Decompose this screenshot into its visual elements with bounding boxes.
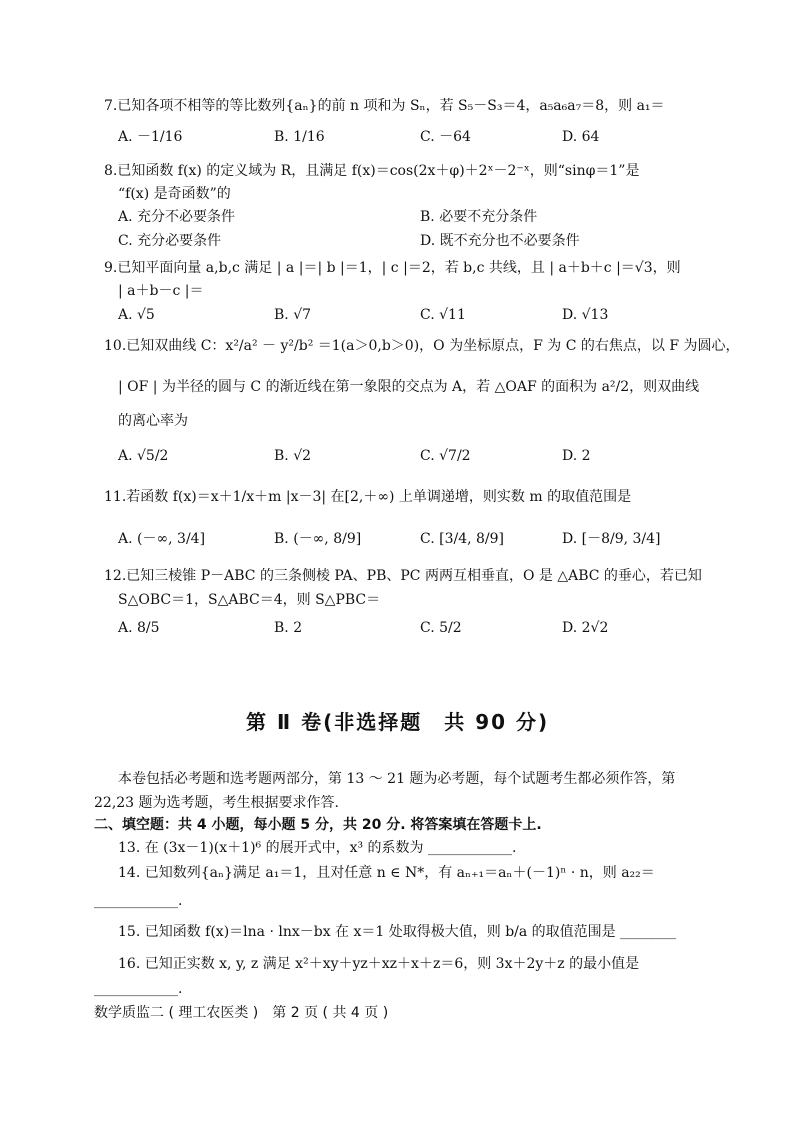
intro-line-2: 22,23 题为选考题，考生根据要求作答. bbox=[94, 795, 339, 811]
page-footer: 数学质监二 ( 理工农医类 ) 第 2 页 ( 共 4 页 ) bbox=[94, 1005, 389, 1021]
q10-option-c: C. √7/2 bbox=[420, 448, 471, 464]
q8-option-c: C. 充分必要条件 bbox=[118, 233, 222, 249]
q12-option-a: A. 8/5 bbox=[118, 620, 160, 636]
q14-answer-blank: ____________. bbox=[94, 893, 183, 909]
q10-stem-line-2: | OF | 为半径的圆与 C 的渐近线在第一象限的交点为 A，若 △OAF 的面积为 a²/2，则双曲线 bbox=[118, 379, 700, 395]
q12-option-c: C. 5/2 bbox=[420, 620, 462, 636]
q14-item: 14. 已知数列{aₙ}满足 a₁＝1，且对任意 n ∈ N*，有 aₙ₊₁＝aₙ＋(－1)ⁿ · n，则 a₂₂＝ bbox=[118, 865, 655, 881]
q10-stem-line-1: 10.已知双曲线 C：x²/a² － y²/b² ＝1(a＞0,b＞0)，O 为坐标原点，F 为 C 的右焦点，以 F 为圆心， bbox=[104, 338, 740, 354]
q11-option-a: A. (－∞, 3/4] bbox=[118, 531, 206, 547]
q8-stem-line-2: “f(x) 是奇函数”的 bbox=[118, 186, 231, 202]
q8-stem-line-1: 8.已知函数 f(x) 的定义域为 R，且满足 f(x)＝cos(2x＋φ)＋2ˣ－2⁻ˣ，则“sinφ＝1”是 bbox=[104, 163, 640, 179]
q9-option-c: C. √11 bbox=[420, 307, 466, 323]
q7-option-d: D. 64 bbox=[562, 129, 600, 145]
q8-option-b: B. 必要不充分条件 bbox=[420, 209, 538, 225]
q9-option-b: B. √7 bbox=[274, 307, 312, 323]
q9-stem-line-2: | a＋b－c |＝ bbox=[118, 283, 204, 299]
q12-option-b: B. 2 bbox=[274, 620, 303, 636]
q11-stem: 11.若函数 f(x)＝x＋1/x＋m |x－3| 在[2,＋∞) 上单调递增，则实数 m 的取值范围是 bbox=[104, 489, 632, 505]
q13-item: 13. 在 (3x－1)(x＋1)⁶ 的展开式中，x³ 的系数为 ____________. bbox=[118, 840, 517, 856]
q12-option-d: D. 2√2 bbox=[562, 620, 609, 636]
q7-option-b: B. 1/16 bbox=[274, 129, 325, 145]
q10-option-b: B. √2 bbox=[274, 448, 312, 464]
q10-stem-line-3: 的离心率为 bbox=[118, 413, 188, 429]
intro-line-1: 本卷包括必考题和选考题两部分，第 13 ～ 21 题为必考题，每个试题考生都必须作答，第 bbox=[118, 771, 676, 787]
q11-option-c: C. [3/4, 8/9] bbox=[420, 531, 504, 547]
q10-option-a: A. √5/2 bbox=[118, 448, 169, 464]
q7-option-a: A. －1/16 bbox=[118, 129, 183, 145]
q16-answer-blank: ____________. bbox=[94, 981, 183, 997]
q9-option-d: D. √13 bbox=[562, 307, 609, 323]
q12-stem-line-1: 12.已知三棱锥 P－ABC 的三条侧棱 PA、PB、PC 两两互相垂直，O 是 △ABC 的垂心，若已知 bbox=[104, 568, 702, 584]
q7-option-c: C. －64 bbox=[420, 129, 471, 145]
q11-option-d: D. [－8/9, 3/4] bbox=[562, 531, 661, 547]
q9-stem-line-1: 9.已知平面向量 a,b,c 满足 | a |＝| b |＝1，| c |＝2，若 b,c 共线，且 | a＋b＋c |＝√3，则 bbox=[104, 260, 681, 276]
q7-stem: 7.已知各项不相等的等比数列{aₙ}的前 n 项和为 Sₙ，若 S₅－S₃＝4，a₅a₆a₇＝8，则 a₁＝ bbox=[104, 98, 665, 114]
fill-section-header: 二、填空题：共 4 小题，每小题 5 分，共 20 分. 将答案填在答题卡上. bbox=[94, 817, 542, 833]
q9-option-a: A. √5 bbox=[118, 307, 155, 323]
section-title: 第 Ⅱ 卷(非选择题 共 90 分) bbox=[246, 710, 550, 734]
q12-stem-line-2: S△OBC＝1，S△ABC＝4，则 S△PBC＝ bbox=[118, 592, 381, 608]
q8-option-d: D. 既不充分也不必要条件 bbox=[420, 233, 580, 249]
q8-option-a: A. 充分不必要条件 bbox=[118, 209, 236, 225]
q15-item: 15. 已知函数 f(x)＝lna · lnx－bx 在 x＝1 处取得极大值，则 b/a 的取值范围是 ________ bbox=[118, 924, 677, 940]
q10-option-d: D. 2 bbox=[562, 448, 591, 464]
q11-option-b: B. (－∞, 8/9] bbox=[274, 531, 362, 547]
q16-item: 16. 已知正实数 x, y, z 满足 x²＋xy＋yz＋xz＋x＋z＝6，则 3x＋2y＋z 的最小值是 bbox=[118, 956, 640, 972]
